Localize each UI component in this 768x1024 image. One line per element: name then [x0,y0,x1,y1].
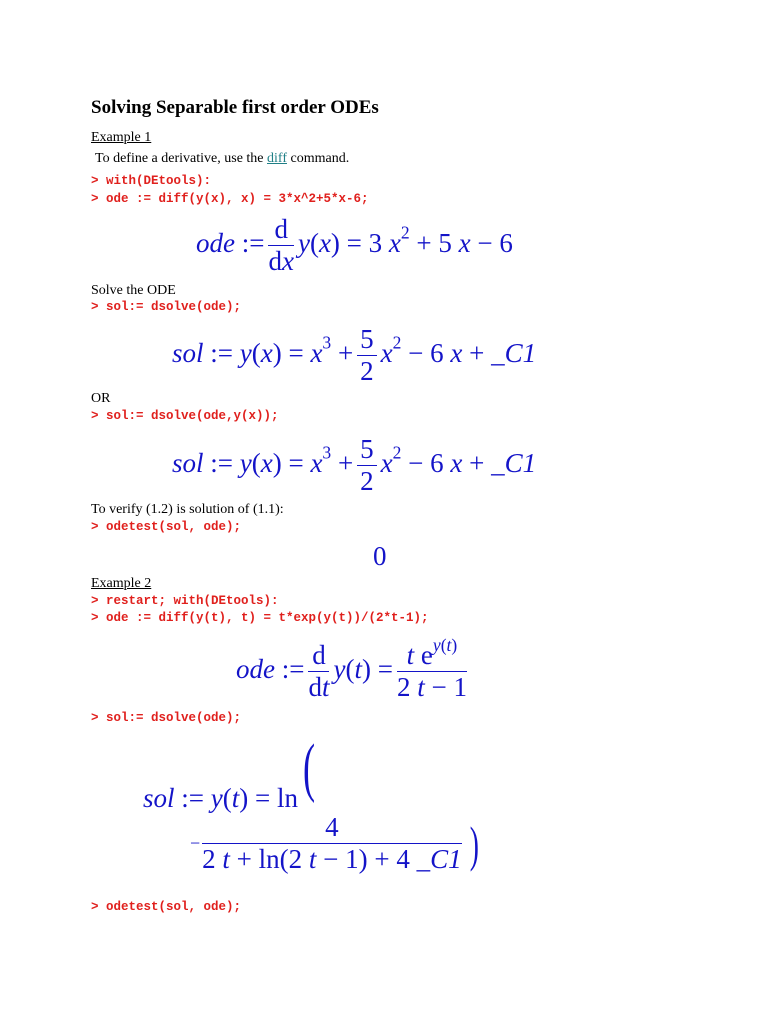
diff-help-link[interactable]: diff [267,151,287,166]
command-line[interactable]: > sol:= dsolve(ode); [91,711,242,725]
math-output-solution-part2: − $\frac{4}{2 t + \ln(2 t - 1) + 4 \_C1}$ ) [190,812,479,875]
intro-suffix: command. [286,151,350,166]
or-label: OR [91,391,111,406]
math-output-solution: sol := $y(x) = x^3$ + $\frac{5}{2}$ $x^2 - 6$ x + _C1 [172,324,537,387]
command-line[interactable]: > sol:= dsolve(ode); [91,300,242,314]
command-line[interactable]: > restart; with(DEtools): [91,594,279,608]
odetest-result: 0 [373,541,387,571]
solve-label: Solve the ODE [91,283,176,298]
command-line[interactable]: > odetest(sol, ode); [91,900,242,914]
ode-label: ode [196,227,235,258]
math-output-ode: ode := $\frac{d}{dt}$ y(t) = $\frac{t e^{y(t)}}{2 t - 1}$ [236,634,467,703]
command-line[interactable]: > odetest(sol, ode); [91,520,242,534]
intro-text: To define a derivative, use the [95,151,268,166]
sol-label: sol [143,783,175,813]
page-title: Solving Separable first order ODEs [91,97,379,118]
math-output-solution-part1: sol := y(t) = ln( [143,731,316,813]
command-line[interactable]: > with(DEtools): [91,174,212,188]
command-line[interactable]: > ode := diff(y(x), x) = 3*x^2+5*x-6; [91,192,369,206]
example-2-heading: Example 2 [91,576,152,591]
math-output-solution: sol := $y(x) = x^3$ + $\frac{5}{2}$ $x^2 - 6$ x + _C1 [172,434,537,497]
example-1-heading: Example 1 [91,130,152,145]
sol-label: sol [172,337,204,368]
example-1-intro [95,151,349,167]
command-line[interactable]: > sol:= dsolve(ode,y(x)); [91,409,279,423]
sol-label: sol [172,447,204,478]
ode-label: ode [236,653,275,684]
verify-label: To verify (1.2) is solution of (1.1): [91,502,284,517]
math-output-ode: ode := $\frac{d}{dx}$ y(x) = 3 $x^2 + 5$ x − 6 [196,214,513,277]
command-line[interactable]: > ode := diff(y(t), t) = t*exp(y(t))/(2*t-1); [91,611,429,625]
